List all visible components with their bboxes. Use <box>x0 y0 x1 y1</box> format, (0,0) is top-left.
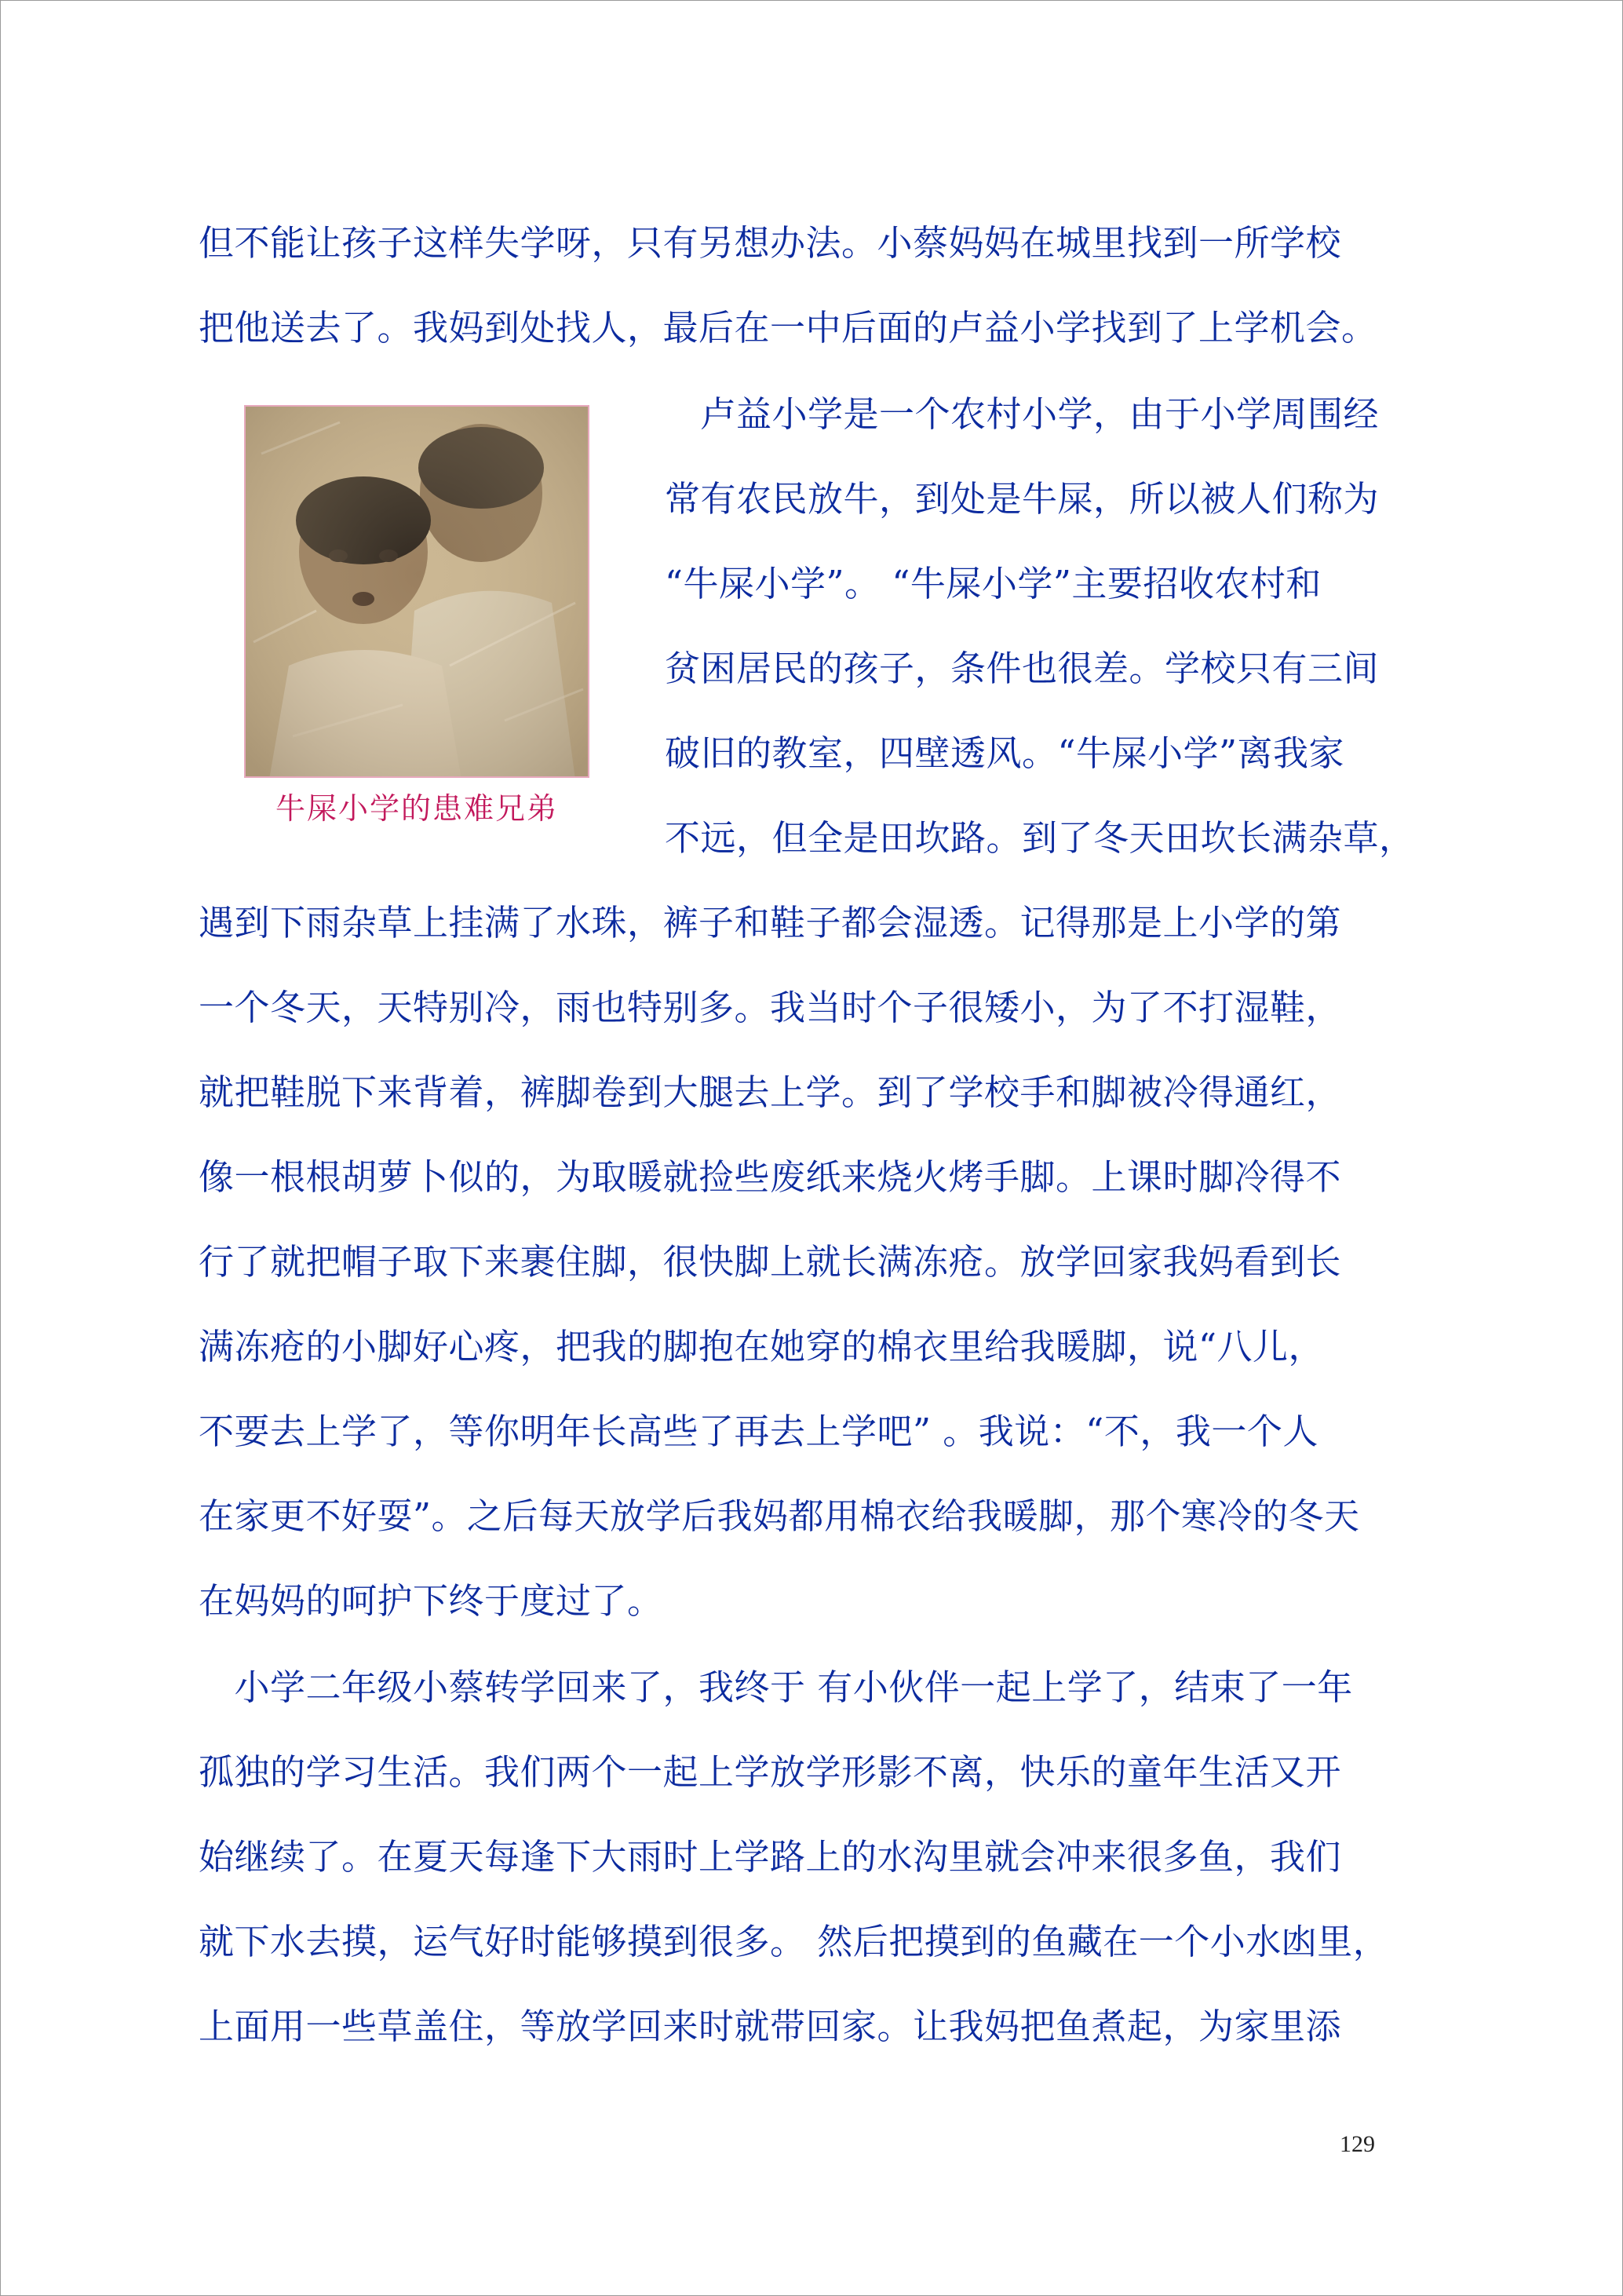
body-line: 常有农民放牛，到处是牛屎，所以被人们称为 <box>665 478 1380 520</box>
body-line: 但不能让孩子这样失学呀，只有另想办法。小蔡妈妈在城里找到一所学校 <box>199 222 1342 264</box>
page-number: 129 <box>1340 2131 1375 2157</box>
vintage-photo-image <box>246 407 589 778</box>
body-line: 孤独的学习生活。我们两个一起上学放学形影不离，快乐的童年生活又开 <box>199 1751 1342 1793</box>
body-line: 不远，但全是田坎路。到了冬天田坎长满杂草， <box>665 817 1415 859</box>
body-line: 行了就把帽子取下来裹住脚，很快脚上就长满冻疮。放学回家我妈看到长 <box>199 1241 1342 1283</box>
body-line: “牛屎小学”。 “牛屎小学”主要招收农村和 <box>665 563 1322 604</box>
body-line: 在家更不好耍”。之后每天放学后我妈都用棉衣给我暖脚，那个寒冷的冬天 <box>199 1495 1360 1537</box>
body-line: 卢益小学是一个农村小学，由于小学周围经 <box>665 393 1380 435</box>
body-line: 破旧的教室，四壁透风。“牛屎小学”离我家 <box>665 732 1345 774</box>
body-line: 一个冬天，天特别冷，雨也特别多。我当时个子很矮小，为了不打湿鞋， <box>199 987 1342 1028</box>
body-line: 把他送去了。我妈到处找人，最后在一中后面的卢益小学找到了上学机会。 <box>199 307 1377 349</box>
photo-two-boys <box>244 405 589 778</box>
body-line: 不要去上学了，等你明年长高些了再去上学吧” 。我说：“不，我一个人 <box>199 1411 1318 1452</box>
body-line: 小学二年级小蔡转学回来了，我终于 有小伙伴一起上学了，结束了一年 <box>199 1666 1353 1708</box>
body-line: 就下水去摸，运气好时能够摸到很多。 然后把摸到的鱼藏在一个小水凼里， <box>199 1921 1389 1962</box>
body-line: 始继续了。在夏天每逢下大雨时上学路上的水沟里就会冲来很多鱼，我们 <box>199 1836 1342 1878</box>
body-line: 就把鞋脱下来背着，裤脚卷到大腿去上学。到了学校手和脚被冷得通红， <box>199 1071 1342 1113</box>
body-line: 在妈妈的呵护下终于度过了。 <box>199 1580 663 1622</box>
photo-caption: 牛屎小学的患难兄弟 <box>275 791 558 826</box>
body-line: 贫困居民的孩子，条件也很差。学校只有三间 <box>665 648 1380 689</box>
body-line: 满冻疮的小脚好心疼，把我的脚抱在她穿的棉衣里给我暖脚，说“八儿， <box>199 1326 1325 1367</box>
body-line: 像一根根胡萝卜似的，为取暖就捡些废纸来烧火烤手脚。上课时脚冷得不 <box>199 1156 1342 1198</box>
body-line: 遇到下雨杂草上挂满了水珠，裤子和鞋子都会湿透。记得那是上小学的第 <box>199 902 1342 944</box>
body-line: 上面用一些草盖住，等放学回来时就带回家。让我妈把鱼煮起，为家里添 <box>199 2006 1342 2047</box>
